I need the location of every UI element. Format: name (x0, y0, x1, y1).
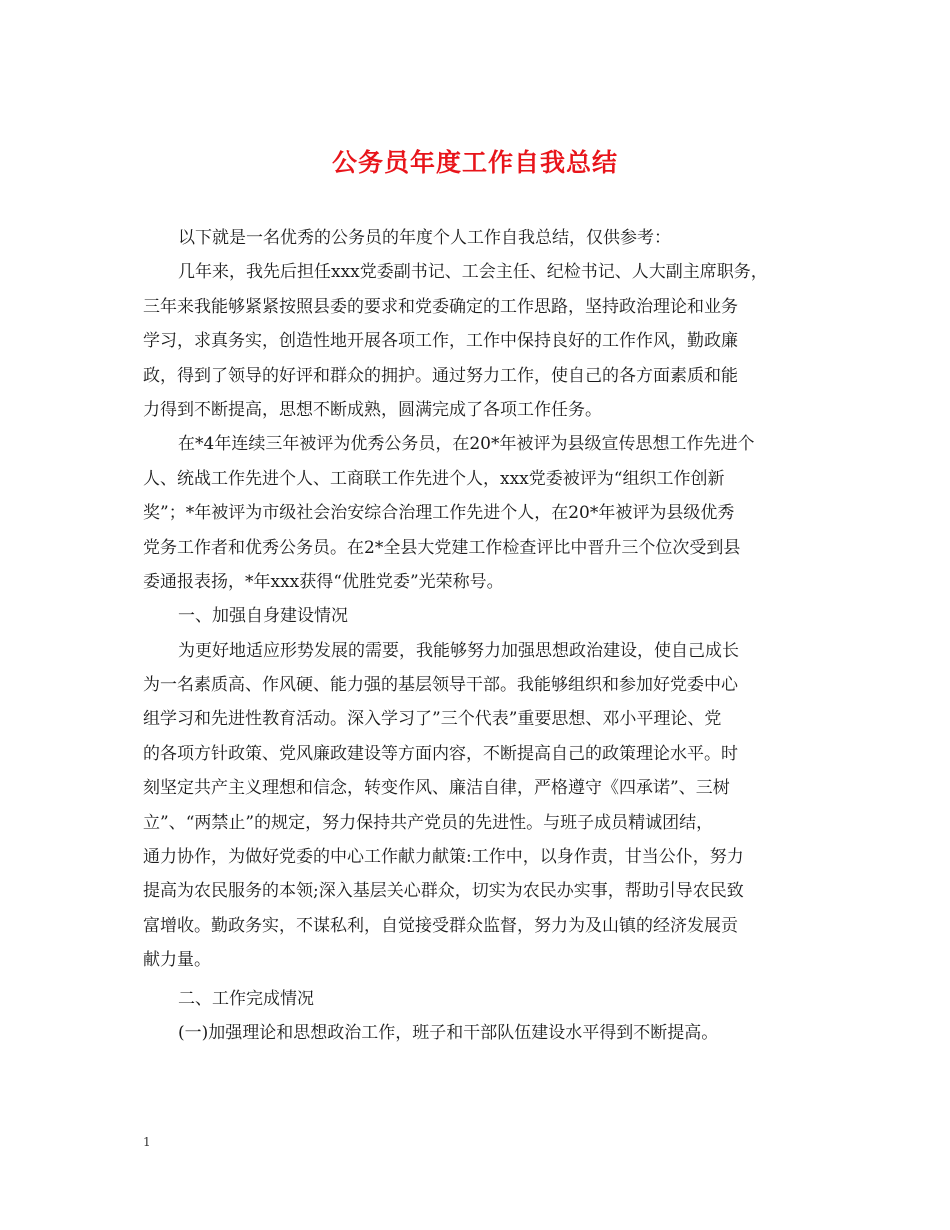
paragraph-line: 学习，求真务实，创造性地开展各项工作，工作中保持良好的工作作风，勤政廉 (143, 331, 738, 352)
paragraph-line: 在*4年连续三年被评为优秀公务员，在20*年被评为县级宣传思想工作先进个 (178, 434, 755, 455)
paragraph-line: 委通报表扬，*年xxx获得“优胜党委”光荣称号。 (143, 571, 504, 592)
paragraph-line: (一)加强理论和思想政治工作，班子和干部队伍建设水平得到不断提高。 (178, 1022, 719, 1043)
paragraph-line: 为更好地适应形势发展的需要，我能够努力加强思想政治建设，使自己成长 (178, 640, 739, 661)
paragraph-line: 的各项方针政策、党风廉政建设等方面内容，不断提高自己的政策理论水平。时 (143, 743, 738, 764)
paragraph-line: 立”、“两禁止”的规定，努力保持共产党员的先进性。与班子成员精诚团结， (143, 812, 714, 833)
paragraph-line: 政，得到了领导的好评和群众的拥护。通过努力工作，使自己的各方面素质和能 (143, 365, 738, 386)
paragraph-line: 献力量。 (143, 950, 211, 971)
section-heading: 二、工作完成情况 (178, 988, 314, 1009)
document-title: 公务员年度工作自我总结 (331, 148, 618, 177)
paragraph-line: 奖”；*年被评为市级社会治安综合治理工作先进个人，在20*年被评为县级优秀 (143, 503, 735, 524)
section-heading: 一、加强自身建设情况 (178, 606, 348, 627)
paragraph-line: 以下就是一名优秀的公务员的年度个人工作自我总结，仅供参考： (178, 228, 671, 248)
paragraph-line: 力得到不断提高，思想不断成熟，圆满完成了各项工作任务。 (143, 399, 602, 420)
paragraph-line: 党务工作者和优秀公务员。在2*全县大党建工作检查评比中晋升三个位次受到县 (143, 537, 741, 558)
paragraph-line: 刻坚定共产主义理想和信念，转变作风、廉洁自律，严格遵守《四承诺”、三树 (143, 778, 730, 799)
paragraph-line: 几年来，我先后担任xxx党委副书记、工会主任、纪检书记、人大副主席职务， (178, 262, 768, 283)
document-body (143, 221, 823, 1050)
paragraph-line: 富增收。勤政务实，不谋私利，自觉接受群众监督，努力为及山镇的经济发展贡 (143, 915, 738, 936)
paragraph-line: 提高为农民服务的本领;深入基层关心群众，切实为农民办实事，帮助引导农民致 (143, 881, 744, 902)
paragraph-line: 人、统战工作先进个人、工商联工作先进个人，xxx党委被评为“组织工作创新 (143, 468, 725, 489)
paragraph-line: 三年来我能够紧紧按照县委的要求和党委确定的工作思路，坚持政治理论和业务 (143, 296, 738, 317)
page-number: 1 (143, 1135, 151, 1149)
paragraph-line: 为一名素质高、作风硬、能力强的基层领导干部。我能够组织和参加好党委中心 (143, 675, 738, 696)
paragraph-line: 组学习和先进性教育活动。深入学习了”三个代表”重要思想、邓小平理论、党 (143, 709, 722, 730)
paragraph-line: 通力协作，为做好党委的中心工作献力献策:工作中，以身作责，甘当公仆，努力 (143, 847, 744, 868)
